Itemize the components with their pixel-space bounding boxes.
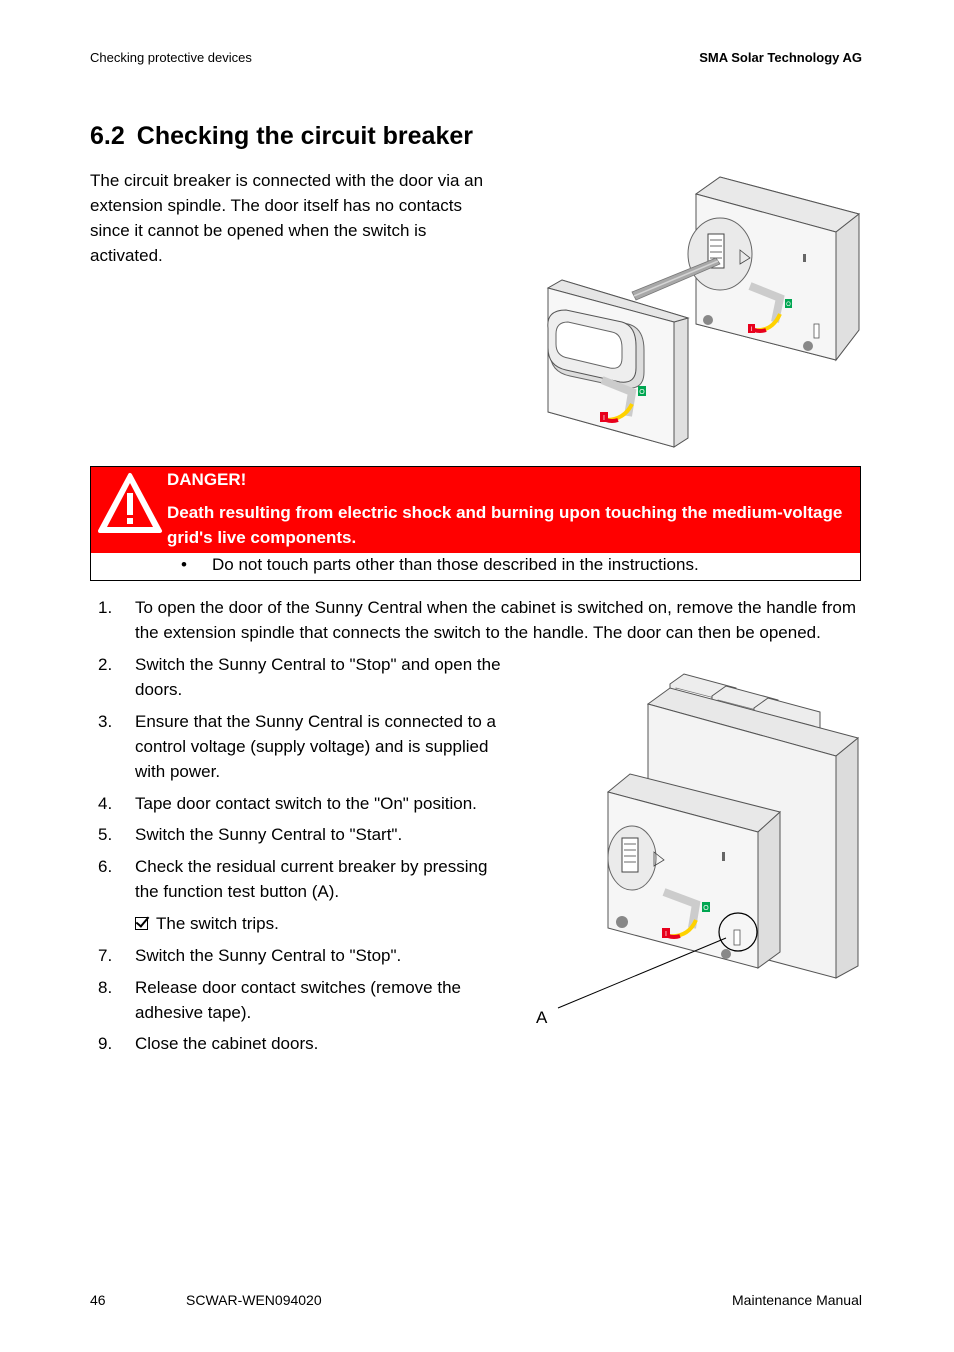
callout-label-a: A <box>536 1008 548 1027</box>
step-line: Ensure that the Sunny Central is connected to a <box>135 712 497 731</box>
step-text <box>135 943 401 968</box>
back-dial-off-label: O <box>786 302 791 308</box>
dial-off-label: O <box>703 905 709 912</box>
step-line: doors. <box>135 680 183 699</box>
section-title-text: Checking the circuit breaker <box>136 122 473 150</box>
step-text <box>135 975 461 1025</box>
danger-warning-box <box>90 466 861 581</box>
step-line: Release door contact switches (remove the <box>135 978 461 997</box>
warning-triangle-icon <box>97 471 163 535</box>
checkbox-checked-icon <box>135 917 148 930</box>
step-line: Tape door contact switch to the "On" position. <box>135 794 477 813</box>
danger-heading: Death resulting from electric shock and burning upon touching the medium-voltage grid's live components. <box>167 503 843 547</box>
step-line: the extension spindle that connects the switch to the handle. The door can then be opened. <box>135 623 821 642</box>
section-title <box>90 122 473 151</box>
function-test-button <box>734 930 740 945</box>
step-text <box>135 791 477 816</box>
page-number: 46 <box>90 1292 106 1308</box>
danger-banner <box>91 467 860 553</box>
step-line: the function test button (A). <box>135 882 340 901</box>
danger-label: DANGER! <box>167 470 247 489</box>
step-line: To open the door of the Sunny Central when the cabinet is switched on, remove the handle from <box>135 598 857 617</box>
step-line: Switch the Sunny Central to "Stop". <box>135 946 402 965</box>
document-code: SCWAR-WEN094020 <box>186 1292 322 1308</box>
door-dial-off-label: O <box>639 389 645 396</box>
step-text <box>135 854 487 904</box>
bullet-point: • <box>181 555 187 574</box>
circuit-breaker-spindle-figure <box>540 172 865 452</box>
step-text <box>135 595 856 645</box>
step-number: 1. <box>98 598 113 617</box>
door-dial-on-label: I <box>603 415 605 422</box>
danger-bullet-item <box>181 555 699 575</box>
step-number: 2. <box>98 655 113 674</box>
danger-bullet-text: Do not touch parts other than those described in the instructions. <box>212 555 699 574</box>
dial-on-label: I <box>665 931 667 938</box>
step-text <box>135 1031 318 1056</box>
step-line: Close the cabinet doors. <box>135 1034 319 1053</box>
step-line: with power. <box>135 762 221 781</box>
result-text: The switch trips. <box>156 914 279 933</box>
running-header-company: SMA Solar Technology AG <box>699 50 862 65</box>
step-line: Switch the Sunny Central to "Stop" and open the <box>135 655 501 674</box>
section-number: 6.2 <box>90 122 125 150</box>
step-number: 7. <box>98 946 113 965</box>
step-number: 4. <box>98 794 113 813</box>
step-text <box>135 709 496 784</box>
intro-paragraph: The circuit breaker is connected with the door via an extension spindle. The door itself has no contacts since it cannot be opened when the switch is activated. <box>90 171 484 265</box>
step-text <box>135 822 402 847</box>
step-line: control voltage (supply voltage) and is supplied <box>135 737 489 756</box>
callout-line <box>558 938 726 1008</box>
step-number: 8. <box>98 978 113 997</box>
step-number: 9. <box>98 1034 113 1053</box>
step-number: 6. <box>98 857 113 876</box>
step-6-result <box>135 911 279 936</box>
running-header-section: Checking protective devices <box>90 50 252 65</box>
step-line: Check the residual current breaker by pressing <box>135 857 488 876</box>
step-text <box>135 652 501 702</box>
step-number: 3. <box>98 712 113 731</box>
document-type: Maintenance Manual <box>732 1292 862 1308</box>
back-dial-on-label: I <box>750 327 753 333</box>
step-number: 5. <box>98 825 113 844</box>
step-line: adhesive tape). <box>135 1003 252 1022</box>
step-line: Switch the Sunny Central to "Start". <box>135 825 403 844</box>
residual-current-breaker-figure <box>530 652 870 1032</box>
